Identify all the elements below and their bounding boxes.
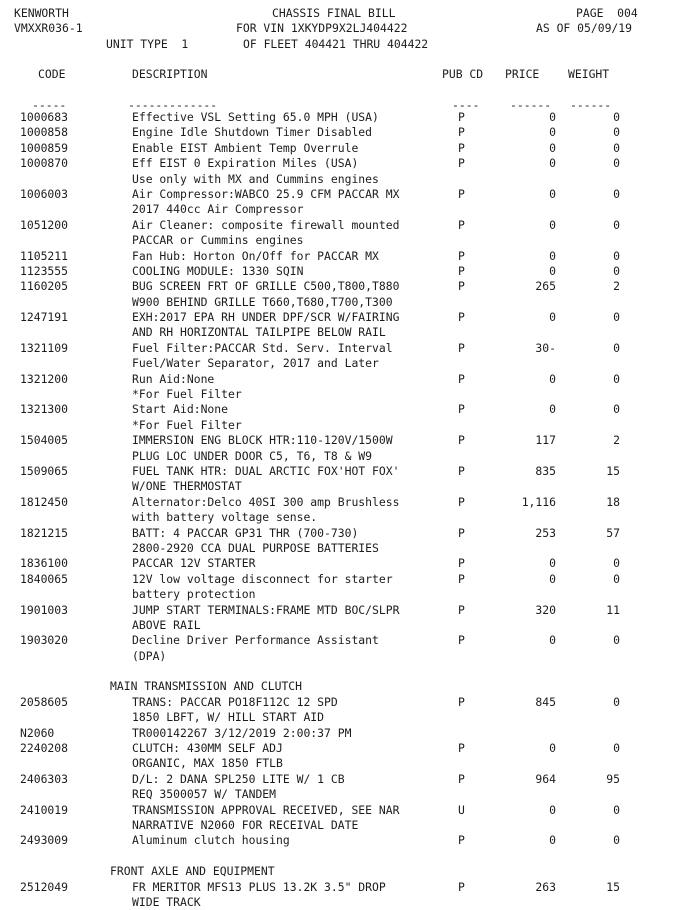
- item-description: W900 BEHIND GRILLE T660,T680,T700,T300: [132, 294, 393, 309]
- line-item-continuation: [0, 649, 676, 664]
- item-description: 12V low voltage disconnect for starter: [132, 571, 393, 586]
- item-code: 2512049: [20, 879, 69, 894]
- item-description: D/L: 2 DANA SPL250 LITE W/ 1 CB: [132, 771, 345, 786]
- line-item: [0, 125, 676, 140]
- item-description: Run Aid:None: [132, 371, 215, 386]
- item-code: 1160205: [20, 279, 69, 294]
- item-code: 1123555: [20, 263, 69, 278]
- item-price: 0: [549, 248, 556, 263]
- item-weight: 11: [606, 602, 620, 617]
- item-pub-cd: P: [458, 125, 465, 140]
- item-description: *For Fuel Filter: [132, 387, 242, 402]
- section-title: MAIN TRANSMISSION AND CLUTCH: [110, 679, 303, 694]
- item-description: EXH:2017 EPA RH UNDER DPF/SCR W/FAIRING: [132, 310, 400, 325]
- line-item-continuation: [0, 818, 676, 833]
- line-item-continuation: [0, 387, 676, 402]
- item-pub-cd: P: [458, 110, 465, 124]
- line-item: [0, 187, 676, 202]
- item-description: Start Aid:None: [132, 402, 229, 417]
- line-item-continuation: [0, 356, 676, 371]
- item-description: COOLING MODULE: 1330 SQIN: [132, 263, 304, 278]
- column-header-price: PRICE: [505, 67, 540, 81]
- item-pub-cd: P: [458, 556, 465, 571]
- item-pub-cd: P: [458, 741, 465, 756]
- item-weight: 0: [613, 371, 620, 386]
- section-heading: [0, 679, 676, 694]
- column-header-weight: WEIGHT: [568, 67, 610, 81]
- item-weight: 0: [613, 110, 620, 124]
- item-price: 0: [549, 217, 556, 232]
- item-description: PACCAR 12V STARTER: [132, 556, 256, 571]
- item-description: Decline Driver Performance Assistant: [132, 633, 379, 648]
- item-price: 0: [549, 802, 556, 817]
- line-item: [0, 402, 676, 417]
- item-code: 1000870: [20, 156, 69, 171]
- item-pub-cd: P: [458, 633, 465, 648]
- item-description: ABOVE RAIL: [132, 617, 201, 632]
- item-description: Effective VSL Setting 65.0 MPH (USA): [132, 110, 379, 124]
- item-pub-cd: P: [458, 340, 465, 355]
- item-price: 320: [535, 602, 556, 617]
- item-code: 1504005: [20, 433, 69, 448]
- item-description: JUMP START TERMINALS:FRAME MTD BOC/SLPR: [132, 602, 400, 617]
- line-item: [0, 833, 676, 848]
- blank-line: [0, 664, 676, 679]
- line-item-continuation: [0, 587, 676, 602]
- item-pub-cd: P: [458, 771, 465, 786]
- line-item-continuation: [0, 756, 676, 771]
- line-item: [0, 218, 676, 233]
- item-code: 2410019: [20, 802, 69, 817]
- line-item: [0, 741, 676, 756]
- item-weight: 0: [613, 402, 620, 417]
- item-weight: 0: [613, 263, 620, 278]
- item-price: 0: [549, 186, 556, 201]
- item-code: N2060: [20, 725, 55, 740]
- item-weight: 0: [613, 217, 620, 232]
- item-weight: 0: [613, 741, 620, 756]
- line-item: [0, 726, 676, 741]
- item-price: 964: [535, 771, 556, 786]
- item-code: 1006003: [20, 186, 69, 201]
- item-description: IMMERSION ENG BLOCK HTR:110-120V/1500W: [132, 433, 393, 448]
- item-description: TRANSMISSION APPROVAL RECEIVED, SEE NAR: [132, 802, 400, 817]
- item-code: 2406303: [20, 771, 69, 786]
- item-description: TR000142267 3/12/2019 2:00:37 PM: [132, 725, 352, 740]
- item-code: 1903020: [20, 633, 69, 648]
- item-description: 2800-2920 CCA DUAL PURPOSE BATTERIES: [132, 540, 379, 555]
- item-weight: 2: [613, 279, 620, 294]
- item-weight: 0: [613, 140, 620, 155]
- item-pub-cd: P: [458, 571, 465, 586]
- item-price: 0: [549, 371, 556, 386]
- item-description: REQ 3500057 W/ TANDEM: [132, 787, 277, 802]
- item-weight: 18: [606, 494, 620, 509]
- item-price: 117: [535, 433, 556, 448]
- company-name: KENWORTH: [14, 6, 69, 20]
- item-price: 0: [549, 571, 556, 586]
- item-code: 1000683: [20, 110, 69, 124]
- item-pub-cd: P: [458, 248, 465, 263]
- item-description: (DPA): [132, 648, 167, 663]
- item-price: 0: [549, 741, 556, 756]
- item-price: 253: [535, 525, 556, 540]
- line-item: [0, 110, 676, 125]
- item-price: 263: [535, 879, 556, 894]
- item-code: 1051200: [20, 217, 69, 232]
- item-price: 845: [535, 694, 556, 709]
- item-weight: 15: [606, 879, 620, 894]
- item-price: 0: [549, 310, 556, 325]
- item-price: 0: [549, 156, 556, 171]
- item-weight: 0: [613, 633, 620, 648]
- line-item: [0, 279, 676, 294]
- item-weight: 57: [606, 525, 620, 540]
- item-code: 2493009: [20, 833, 69, 848]
- item-weight: 0: [613, 248, 620, 263]
- line-item: [0, 556, 676, 571]
- column-underline-description: -------------: [128, 98, 218, 112]
- line-item: [0, 603, 676, 618]
- column-header-code: CODE: [38, 67, 66, 81]
- item-code: 1247191: [20, 310, 69, 325]
- item-description: 2017 440cc Air Compressor: [132, 202, 304, 217]
- column-underline-code: -----: [32, 98, 67, 112]
- item-description: 1850 LBFT, W/ HILL START AID: [132, 710, 325, 725]
- item-description: Air Cleaner: composite firewall mounted: [132, 217, 400, 232]
- item-price: 0: [549, 402, 556, 417]
- item-code: 1821215: [20, 525, 69, 540]
- column-header-pub-cd: PUB CD: [442, 67, 484, 81]
- line-item-continuation: [0, 233, 676, 248]
- item-description: AND RH HORIZONTAL TAILPIPE BELOW RAIL: [132, 325, 386, 340]
- item-weight: 0: [613, 186, 620, 201]
- document-title: CHASSIS FINAL BILL: [272, 6, 396, 20]
- item-description: FUEL TANK HTR: DUAL ARCTIC FOX'HOT FOX': [132, 463, 400, 478]
- item-description: battery protection: [132, 587, 256, 602]
- item-price: 0: [549, 140, 556, 155]
- as-of-date: AS OF 05/09/19: [536, 21, 633, 35]
- item-code: 1000858: [20, 125, 69, 140]
- line-item: [0, 264, 676, 279]
- item-code: 1509065: [20, 463, 69, 478]
- item-price: 30-: [535, 340, 556, 355]
- line-item: [0, 695, 676, 710]
- item-description: BATT: 4 PACCAR GP31 THR (700-730): [132, 525, 359, 540]
- item-pub-cd: P: [458, 217, 465, 232]
- item-price: 835: [535, 463, 556, 478]
- item-weight: 0: [613, 571, 620, 586]
- line-item-continuation: [0, 202, 676, 217]
- item-code: 1836100: [20, 556, 69, 571]
- item-weight: 0: [613, 156, 620, 171]
- item-description: with battery voltage sense.: [132, 510, 318, 525]
- blank-line: [0, 849, 676, 864]
- item-description: FR MERITOR MFS13 PLUS 13.2K 3.5" DROP: [132, 879, 386, 894]
- item-pub-cd: P: [458, 525, 465, 540]
- item-description: BUG SCREEN FRT OF GRILLE C500,T800,T880: [132, 279, 400, 294]
- item-code: 1812450: [20, 494, 69, 509]
- item-weight: 0: [613, 833, 620, 848]
- line-item: [0, 464, 676, 479]
- item-weight: 95: [606, 771, 620, 786]
- item-pub-cd: P: [458, 433, 465, 448]
- item-pub-cd: P: [458, 463, 465, 478]
- line-item-continuation: [0, 895, 676, 910]
- item-price: 0: [549, 263, 556, 278]
- item-pub-cd: P: [458, 694, 465, 709]
- line-item: [0, 495, 676, 510]
- item-code: 1321200: [20, 371, 69, 386]
- item-price: 265: [535, 279, 556, 294]
- item-code: 2058605: [20, 694, 69, 709]
- line-item-continuation: [0, 541, 676, 556]
- item-pub-cd: P: [458, 310, 465, 325]
- bill-line-items: [0, 110, 676, 910]
- item-code: 2240208: [20, 741, 69, 756]
- column-underline-price: ------: [510, 98, 552, 112]
- item-weight: 0: [613, 310, 620, 325]
- item-description: *For Fuel Filter: [132, 417, 242, 432]
- item-pub-cd: P: [458, 186, 465, 201]
- item-code: 1000859: [20, 140, 69, 155]
- section-title: FRONT AXLE AND EQUIPMENT: [110, 864, 275, 879]
- line-item: [0, 341, 676, 356]
- item-code: 1321109: [20, 340, 69, 355]
- item-weight: 0: [613, 125, 620, 140]
- item-pub-cd: U: [458, 802, 465, 817]
- line-item: [0, 156, 676, 171]
- item-description: Alternator:Delco 40SI 300 amp Brushless: [132, 494, 400, 509]
- item-price: 0: [549, 833, 556, 848]
- line-item: [0, 141, 676, 156]
- item-weight: 0: [613, 340, 620, 355]
- item-pub-cd: P: [458, 833, 465, 848]
- item-description: W/ONE THERMOSTAT: [132, 479, 242, 494]
- item-description: WIDE TRACK: [132, 894, 201, 909]
- line-item-continuation: [0, 172, 676, 187]
- item-description: PLUG LOC UNDER DOOR C5, T6, T8 & W9: [132, 448, 373, 463]
- line-item: [0, 433, 676, 448]
- line-item: [0, 803, 676, 818]
- line-item-continuation: [0, 787, 676, 802]
- item-pub-cd: P: [458, 602, 465, 617]
- line-item-continuation: [0, 325, 676, 340]
- item-price: 0: [549, 556, 556, 571]
- item-code: 1105211: [20, 248, 69, 263]
- item-description: Fuel Filter:PACCAR Std. Serv. Interval: [132, 340, 393, 355]
- item-weight: 0: [613, 556, 620, 571]
- item-pub-cd: P: [458, 263, 465, 278]
- item-description: ORGANIC, MAX 1850 FTLB: [132, 756, 283, 771]
- item-pub-cd: P: [458, 279, 465, 294]
- section-heading: [0, 864, 676, 879]
- column-underline-pub-cd: ----: [452, 98, 480, 112]
- item-weight: 15: [606, 463, 620, 478]
- line-item: [0, 572, 676, 587]
- line-item: [0, 249, 676, 264]
- item-pub-cd: P: [458, 140, 465, 155]
- item-price: 1,116: [521, 494, 556, 509]
- item-weight: 0: [613, 802, 620, 817]
- item-description: Air Compressor:WABCO 25.9 CFM PACCAR MX: [132, 186, 400, 201]
- item-description: TRANS: PACCAR PO18F112C 12 SPD: [132, 694, 338, 709]
- item-price: 0: [549, 125, 556, 140]
- item-pub-cd: P: [458, 879, 465, 894]
- item-description: PACCAR or Cummins engines: [132, 233, 304, 248]
- line-item-continuation: [0, 449, 676, 464]
- item-description: CLUTCH: 430MM SELF ADJ: [132, 741, 283, 756]
- item-weight: 0: [613, 694, 620, 709]
- item-price: 0: [549, 110, 556, 124]
- item-code: 1901003: [20, 602, 69, 617]
- item-code: 1321300: [20, 402, 69, 417]
- vin-line: FOR VIN 1XKYDP9X2LJ404422: [236, 21, 408, 35]
- line-item: [0, 526, 676, 541]
- line-item: [0, 880, 676, 895]
- item-description: NARRATIVE N2060 FOR RECEIVAL DATE: [132, 817, 359, 832]
- line-item-continuation: [0, 510, 676, 525]
- report-id: VMXXR036-1: [14, 21, 83, 35]
- unit-type: UNIT TYPE 1: [106, 37, 189, 51]
- line-item-continuation: [0, 479, 676, 494]
- line-item-continuation: [0, 295, 676, 310]
- item-description: Engine Idle Shutdown Timer Disabled: [132, 125, 373, 140]
- item-price: 0: [549, 633, 556, 648]
- line-item-continuation: [0, 418, 676, 433]
- line-item: [0, 372, 676, 387]
- item-pub-cd: P: [458, 371, 465, 386]
- column-underline-weight: ------: [570, 98, 612, 112]
- line-item-continuation: [0, 710, 676, 725]
- item-pub-cd: P: [458, 402, 465, 417]
- line-item: [0, 310, 676, 325]
- item-description: Aluminum clutch housing: [132, 833, 290, 848]
- item-code: 1840065: [20, 571, 69, 586]
- page-number: PAGE 004: [576, 6, 638, 20]
- line-item: [0, 772, 676, 787]
- item-description: Eff EIST 0 Expiration Miles (USA): [132, 156, 359, 171]
- item-pub-cd: P: [458, 156, 465, 171]
- item-description: Fuel/Water Separator, 2017 and Later: [132, 356, 379, 371]
- line-item: [0, 633, 676, 648]
- item-description: Enable EIST Ambient Temp Overrule: [132, 140, 359, 155]
- fleet-line: OF FLEET 404421 THRU 404422: [243, 37, 429, 51]
- line-item-continuation: [0, 618, 676, 633]
- item-pub-cd: P: [458, 494, 465, 509]
- column-header-description: DESCRIPTION: [132, 67, 208, 81]
- item-description: Use only with MX and Cummins engines: [132, 171, 379, 186]
- item-weight: 2: [613, 433, 620, 448]
- item-description: Fan Hub: Horton On/Off for PACCAR MX: [132, 248, 379, 263]
